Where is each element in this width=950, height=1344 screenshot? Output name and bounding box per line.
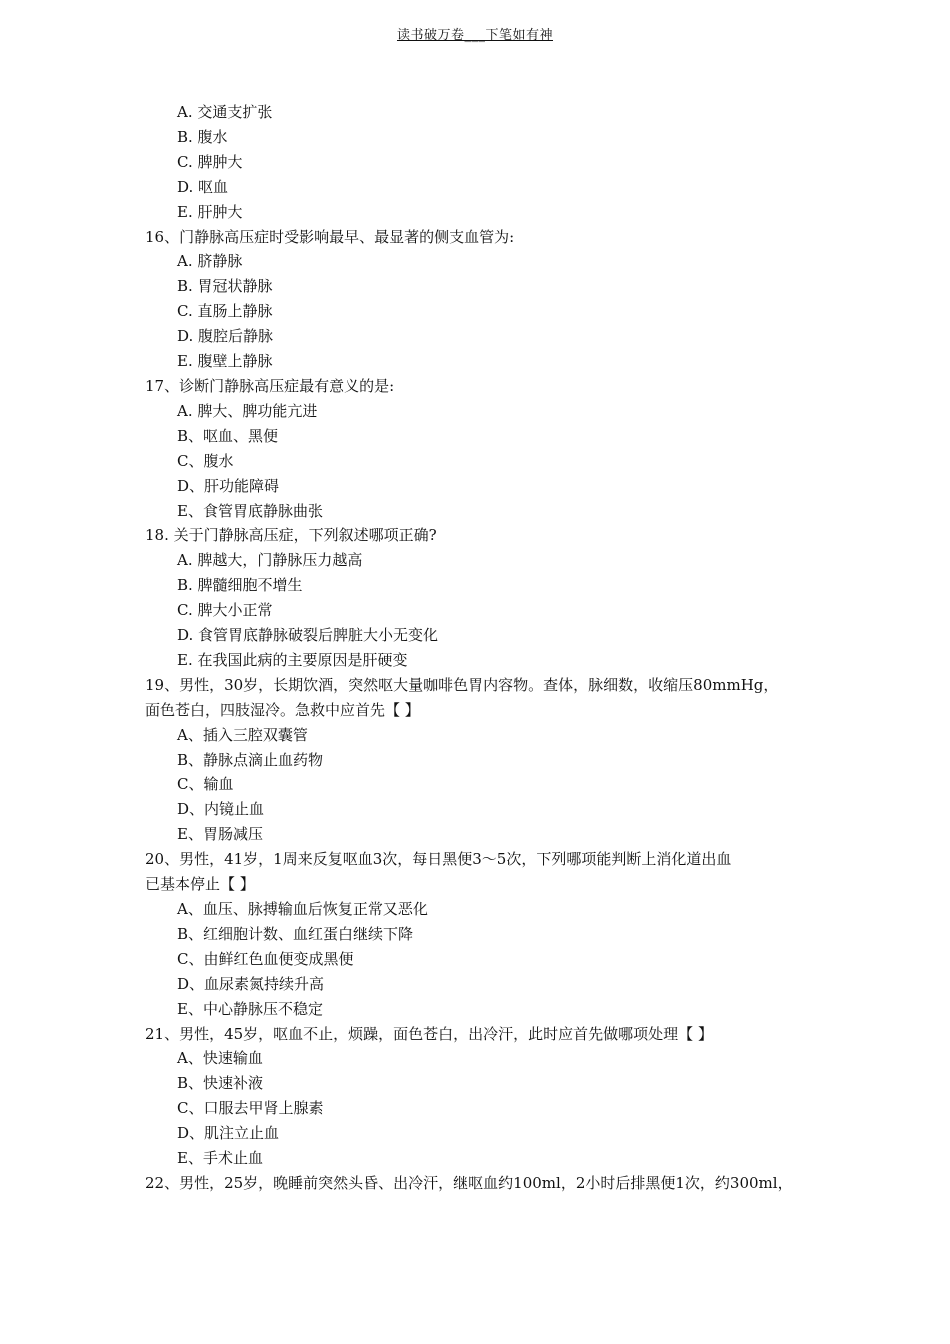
option: C. 脾肿大 xyxy=(177,152,243,171)
option: C、口服去甲肾上腺素 xyxy=(177,1099,324,1118)
option: C、输血 xyxy=(177,775,234,794)
question-stem: 19、男性，30岁，长期饮酒，突然呕大量咖啡色胃内容物。查体，脉细数，收缩压80mmHg， xyxy=(145,675,779,694)
question-stem: 20、男性，41岁，1周来反复呕血3次，每日黑便3～5次，下列哪项能判断上消化道出血 xyxy=(145,850,732,869)
page-header xyxy=(0,24,950,43)
question-16 xyxy=(145,225,825,374)
question-stem-continued: 面色苍白，四肢湿冷。急救中应首先【 】 xyxy=(145,700,420,719)
option: D、内镜止血 xyxy=(177,800,265,819)
option: D、血尿素氮持续升高 xyxy=(177,974,325,993)
option: B. 脾髓细胞不增生 xyxy=(177,576,303,595)
option: D、肝功能障碍 xyxy=(177,476,280,495)
option: E、中心静脉压不稳定 xyxy=(177,999,323,1018)
option: A. 脐静脉 xyxy=(177,252,243,271)
question-stem-continued: 已基本停止【 】 xyxy=(145,875,255,894)
document-body xyxy=(145,100,825,1196)
option: B、快速补液 xyxy=(177,1074,264,1093)
question-20 xyxy=(145,847,825,1021)
option: C. 直肠上静脉 xyxy=(177,302,273,321)
question-19 xyxy=(145,673,825,847)
question-stem: 22、男性，25岁，晚睡前突然头昏、出冷汗，继呕血约100ml，2小时后排黑便1次，约300ml， xyxy=(145,1173,793,1192)
option: B、静脉点滴止血药物 xyxy=(177,750,324,769)
option: D、肌注立止血 xyxy=(177,1124,280,1143)
option: A. 交通支扩张 xyxy=(177,103,273,121)
option: C、腹水 xyxy=(177,451,234,470)
option: B、红细胞计数、血红蛋白继续下降 xyxy=(177,924,414,943)
question-17 xyxy=(145,374,825,523)
option: D. 食管胃底静脉破裂后脾脏大小无变化 xyxy=(177,626,439,645)
option: E. 肝肿大 xyxy=(177,202,243,221)
option: D. 呕血 xyxy=(177,177,229,196)
question-stem: 17、诊断门静脉高压症最有意义的是: xyxy=(145,376,395,395)
option: A. 脾大、脾功能亢进 xyxy=(177,401,318,420)
option: B. 腹水 xyxy=(177,127,228,146)
question-stem: 21、男性，45岁，呕血不止，烦躁，面色苍白，出冷汗，此时应首先做哪项处理【 】 xyxy=(145,1024,713,1043)
option: A、快速输血 xyxy=(177,1049,263,1068)
question-22 xyxy=(145,1171,825,1196)
option: E、手术止血 xyxy=(177,1149,263,1168)
question-stem: 18. 关于门静脉高压症，下列叙述哪项正确? xyxy=(145,526,437,545)
question-15-options xyxy=(145,100,825,225)
option: A、插入三腔双囊管 xyxy=(177,725,308,744)
option: E. 腹壁上静脉 xyxy=(177,352,273,371)
option: B、呕血、黑便 xyxy=(177,426,279,445)
option: C. 脾大小正常 xyxy=(177,601,273,620)
question-18 xyxy=(145,523,825,672)
option: C、由鲜红色血便变成黑便 xyxy=(177,949,354,968)
question-stem: 16、门静脉高压症时受影响最早、最显著的侧支血管为: xyxy=(145,227,515,246)
question-21 xyxy=(145,1022,825,1171)
option: B. 胃冠状静脉 xyxy=(177,277,273,296)
option: A、血压、脉搏输血后恢复正常又恶化 xyxy=(177,900,428,918)
option: E. 在我国此病的主要原因是肝硬变 xyxy=(177,650,408,669)
option: E、胃肠减压 xyxy=(177,825,263,844)
option: E、食管胃底静脉曲张 xyxy=(177,501,323,520)
option: A. 脾越大，门静脉压力越高 xyxy=(177,551,363,570)
option: D. 腹腔后静脉 xyxy=(177,327,274,346)
header-motto: 读书破万卷___下笔如有神 xyxy=(396,28,553,43)
